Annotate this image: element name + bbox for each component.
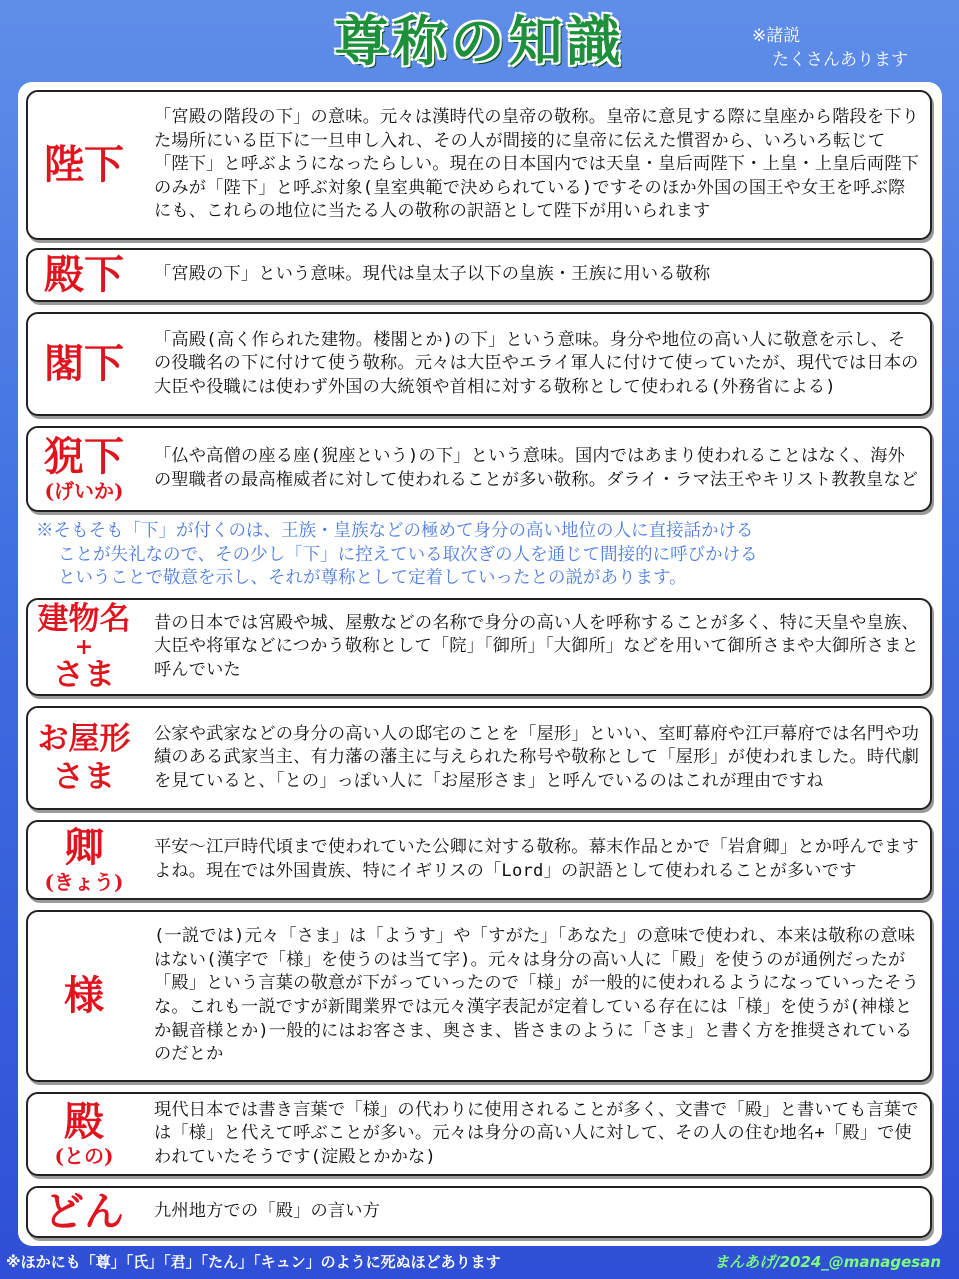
entry-term-main: 猊下	[44, 433, 124, 480]
entry-term-reading: (との)	[54, 1144, 114, 1168]
entry-term-reading: (きょう)	[44, 870, 124, 894]
title-note	[752, 24, 952, 72]
entry-card-don	[26, 1186, 932, 1238]
footer-credit: まんあげ/2024_@managesan	[714, 1253, 941, 1271]
entry-term	[28, 822, 140, 898]
entry-term-main: お屋形	[37, 721, 131, 757]
entry-card-denka	[26, 248, 932, 302]
title-note-line2: たくさんあります	[772, 50, 908, 70]
entry-description: 九州地方での「殿」の言い方	[154, 1201, 381, 1222]
entry-term-main: 様	[64, 972, 104, 1019]
entry-description: 平安〜江戸時代頃まで使われていた公卿に対する敬称。幕末作品とかで「岩倉卿」とか呼んでますよね。現在では外国貴族、特にイギリスの「Lord」の訳語として使われることが多いです	[154, 837, 920, 881]
entry-term-main: 殿下	[44, 251, 124, 298]
entry-description: 現代日本では書き言葉で「様」の代わりに使用されることが多く、文書で「殿」と書いても言葉では「様」と代えて呼ぶことが多い。元々は身分の高い人に対して、その人の住む地名+「殿」で使われていたそうです(淀殿とかかな)	[154, 1099, 919, 1167]
origin-note-line2: ことが失礼なので、その少し「下」に控えている取次ぎの人を通じて間接的に呼びかける	[58, 544, 758, 565]
footer-note: ※ほかにも「尊」「氏」「君」「たん」「キュン」のように死ぬほどあります	[6, 1253, 501, 1271]
entry-description: 昔の日本では宮殿や城、屋敷などの名称で身分の高い人を呼称することが多く、特に天皇や皇族、大臣や将軍などにつかう敬称として「院」「御所」「大御所」などを用いて御所さまや大御所さまと呼んでいた	[154, 612, 919, 680]
entry-term-main: どん	[44, 1188, 124, 1235]
entry-term	[28, 1188, 140, 1236]
entry-description: 公家や武家などの身分の高い人の邸宅のことを「屋形」といい、室町幕府や江戸幕府では名門や功績のある武家当主、有力藩の藩主に与えられた称号や敬称として「屋形」が使われました。時代劇を見ていると、「との」っぽい人に「お屋形さま」と呼んでいるのはこれが理由ですね	[154, 723, 920, 791]
entry-term	[28, 600, 140, 694]
entry-term	[28, 1094, 140, 1174]
entry-term	[28, 314, 140, 414]
entry-term-main: 陛下	[44, 141, 124, 188]
entry-description: 「高殿(高く作られた建物。楼閣とか)の下」という意味。身分や地位の高い人に敬意を示し、その役職名の下に付けて使う敬称。元々は大臣やエライ軍人に付けて使っていたが、現代では日本の大臣や役職には使わず外国の大統領や首相に対する敬称として使われる(外務省による)	[154, 329, 919, 397]
entry-card-kakka	[26, 312, 932, 416]
page-title: 尊称の知識	[334, 10, 625, 73]
entry-card-kyou	[26, 820, 932, 900]
entry-term	[28, 428, 140, 510]
title-note-line1: ※諸説	[752, 26, 801, 46]
entry-term-plus: +	[74, 634, 94, 660]
entry-description: 「宮殿の階段の下」の意味。元々は漢時代の皇帝の敬称。皇帝に意見する際に皇座から階段を下りた場所にいる臣下に一旦申し入れ、その人が間接的に皇帝に伝えた慣習から、いろいろ転じて「陛下」と呼ぶようになったらしい。現在の日本国内では天皇・皇后両陛下・上皇・上皇后両陛下のみが「陛下」と呼ぶ対象(皇室典範で決められている)ですそのほか外国の国王や女王を呼ぶ際にも、これらの地位に当たる人の敬称の訳語として陛下が用いられます	[154, 107, 920, 222]
entry-term-reading: (げいか)	[44, 479, 124, 503]
origin-note-line3: ということで敬意を示し、それが尊称として定着していったとの説があります。	[58, 568, 687, 588]
entry-term-main: 卿	[64, 824, 104, 871]
entry-card-oyakata-sama	[26, 706, 932, 810]
entry-term	[28, 92, 140, 238]
entry-description: 「宮殿の下」という意味。現代は皇太子以下の皇族・王族に用いる敬称	[154, 264, 711, 285]
origin-note	[36, 520, 936, 591]
entry-description: 「仏や高僧の座る座(猊座という)の下」という意味。国内ではあまり使われることはなく、海外の聖職者の最高権威者に対して使われることが多い敬称。ダライ・ラマ法王やキリスト教教皇など	[154, 446, 919, 490]
origin-note-line1: ※そもそも「下」が付くのは、王族・皇族などの極めて身分の高い地位の人に直接話かける	[36, 521, 754, 541]
entry-term	[28, 250, 140, 300]
entry-card-heika	[26, 90, 932, 240]
entry-card-building-sama	[26, 598, 932, 696]
entry-term-main: 閣下	[44, 340, 124, 387]
entry-card-geika	[26, 426, 932, 512]
entry-card-sama	[26, 910, 932, 1082]
entry-term-second: さま	[53, 759, 115, 795]
entry-card-tono	[26, 1092, 932, 1176]
entry-description: (一説では)元々「さま」は「ようす」や「すがた」「あなた」の意味で使われ、本来は敬称の意味はない(漢字で「様」を使うのは当て字)。元々は身分の高い人に「殿」を使うのが通例だったが「殿」という言葉の敬意が下がっていったので「様」が一般的に使われるようになっていったそうな。これも一説ですが新聞業界では元々漢字表記が定着している存在には「様」を使うが(神様とか観音様とか)一般的にはお客さま、奥さま、皆さまのように「さま」と書く方を推奨されているのだとか	[154, 926, 920, 1065]
entry-term-second: さま	[53, 657, 115, 693]
entry-term-main: 建物名	[37, 601, 131, 637]
entry-term	[28, 912, 140, 1080]
entry-term	[28, 708, 140, 808]
entry-term-main: 殿	[64, 1098, 104, 1145]
